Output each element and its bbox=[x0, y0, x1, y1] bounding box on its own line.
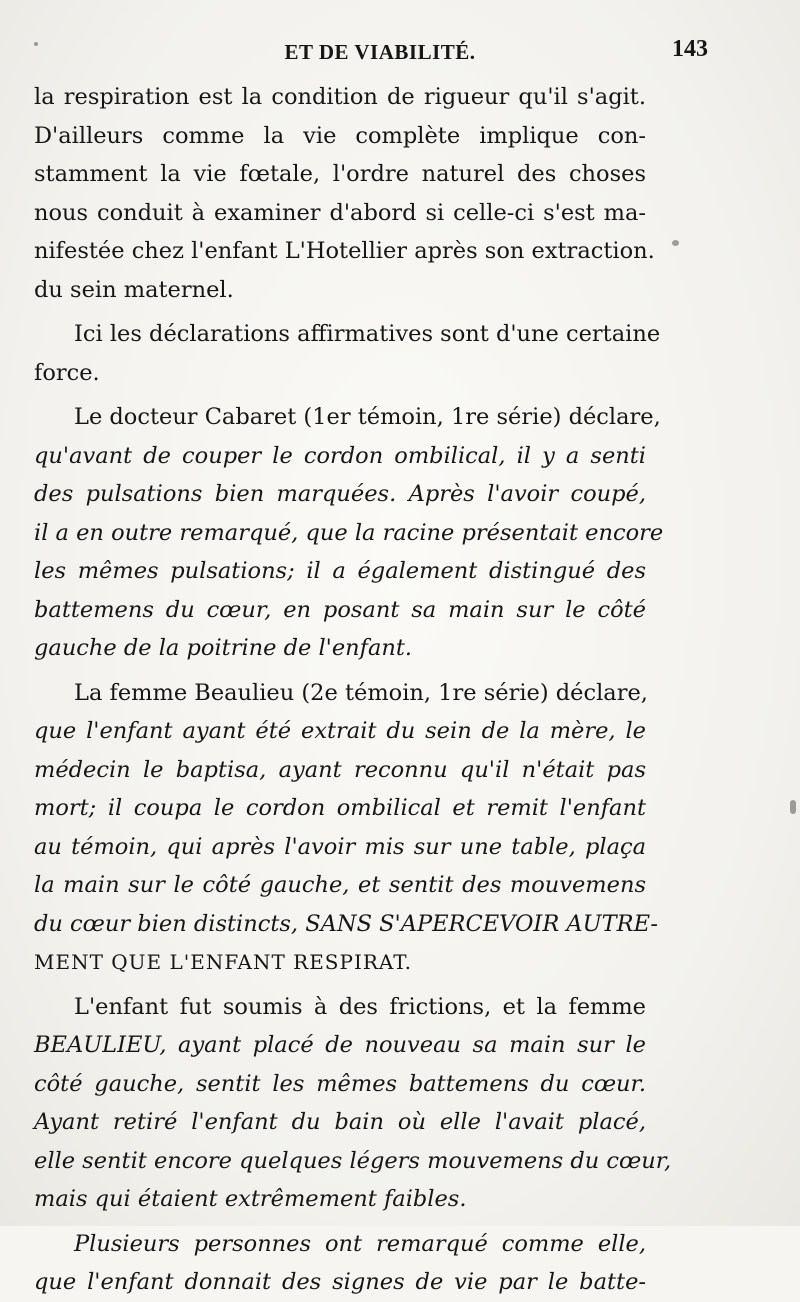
text-line bbox=[34, 751, 646, 790]
text-line bbox=[34, 866, 646, 905]
text-line bbox=[34, 1103, 646, 1142]
italic-text: des pulsations bien marquées. Après l'avoir coupé, bbox=[34, 481, 646, 507]
italic-text: BEAULIEU, ayant placé de nouveau sa main sur le bbox=[34, 1032, 646, 1058]
text-line bbox=[34, 1225, 646, 1264]
italic-text: battemens du cœur, en posant sa main sur le côté bbox=[34, 596, 646, 623]
text-line bbox=[34, 789, 646, 828]
text-line: nifestée chez l'enfant L'Hotellier après son extraction. bbox=[34, 238, 655, 264]
italic-text: les mêmes pulsations; il a également distingué des bbox=[34, 558, 646, 584]
italic-text: la main sur le côté gauche, et sentit des mouvemens bbox=[34, 872, 646, 898]
text-line bbox=[34, 514, 664, 553]
print-speck bbox=[790, 800, 796, 814]
paragraph bbox=[34, 988, 672, 1219]
text-line: force. bbox=[34, 359, 100, 386]
paragraph bbox=[34, 78, 655, 309]
italic-text: il a en outre remarqué, que la racine présentait encore bbox=[34, 519, 664, 546]
page-number: 143 bbox=[672, 36, 708, 62]
text-line: D'ailleurs comme la vie complète implique con- bbox=[34, 122, 646, 149]
text-line: du sein maternel. bbox=[34, 276, 234, 303]
paragraph bbox=[34, 674, 659, 982]
italic-text: gauche de la poitrine de l'enfant. bbox=[34, 635, 413, 661]
paragraph bbox=[34, 398, 664, 668]
italic-text: mais qui étaient extrêmement faibles. bbox=[34, 1186, 467, 1212]
italic-text: Ayant retiré l'enfant du bain où elle l'avait placé, bbox=[34, 1109, 646, 1135]
text-line: Ici les déclarations affirmatives sont d'une certaine bbox=[74, 321, 661, 347]
print-speck bbox=[34, 42, 38, 46]
italic-text: mort; il coupa le cordon ombilical et remit l'enfant bbox=[34, 795, 646, 821]
text-line: L'enfant fut soumis à des frictions, et la femme bbox=[74, 993, 646, 1020]
page-header bbox=[60, 36, 708, 70]
text-line bbox=[34, 1026, 646, 1065]
body-text bbox=[34, 78, 672, 1302]
text-line bbox=[34, 712, 646, 751]
paragraph bbox=[34, 315, 661, 392]
paragraph bbox=[34, 1225, 646, 1302]
italic-text: au témoin, qui après l'avoir mis sur une table, plaça bbox=[34, 833, 646, 860]
text-line: la respiration est la condition de rigueur qu'il s'agit. bbox=[34, 84, 646, 110]
text-line bbox=[34, 828, 646, 867]
text-line bbox=[34, 437, 646, 476]
text-line bbox=[34, 905, 659, 944]
text-line bbox=[34, 1142, 672, 1181]
text-line bbox=[34, 591, 646, 630]
italic-text: que l'enfant donnait des signes de vie par le batte- bbox=[34, 1269, 646, 1295]
text-line: La femme Beaulieu (2e témoin, 1re série) déclare, bbox=[74, 679, 648, 706]
text-line bbox=[34, 475, 646, 514]
italic-text: côté gauche, sentit les mêmes battemens du cœur. bbox=[34, 1070, 646, 1097]
small-caps-line: MENT QUE L'ENFANT RESPIRAT. bbox=[34, 950, 413, 974]
text-line bbox=[34, 629, 646, 668]
italic-text: Plusieurs personnes ont remarqué comme elle, bbox=[74, 1230, 646, 1257]
text-line: nous conduit à examiner d'abord si celle-ci s'est ma- bbox=[34, 199, 646, 226]
text-line bbox=[34, 1263, 646, 1302]
text-line bbox=[34, 1065, 646, 1104]
text-line: stamment la vie fœtale, l'ordre naturel des choses bbox=[34, 161, 646, 187]
italic-text: qu'avant de couper le cordon ombilical, il y a senti bbox=[34, 442, 646, 469]
running-title: ET DE VIABILITÉ. bbox=[284, 40, 476, 64]
print-speck bbox=[672, 240, 679, 246]
italic-text: que l'enfant ayant été extrait du sein de la mère, le bbox=[34, 718, 646, 744]
text-line bbox=[34, 1180, 646, 1219]
italic-text: médecin le baptisa, ayant reconnu qu'il n'était pas bbox=[34, 756, 646, 783]
italic-text: du cœur bien distincts, SANS S'APERCEVOIR AUTRE- bbox=[34, 910, 659, 937]
text-line: Le docteur Cabaret (1er témoin, 1re série) déclare, bbox=[74, 404, 661, 430]
text-line bbox=[34, 552, 646, 591]
italic-text: elle sentit encore quelques légers mouvemens du cœur, bbox=[34, 1147, 672, 1174]
